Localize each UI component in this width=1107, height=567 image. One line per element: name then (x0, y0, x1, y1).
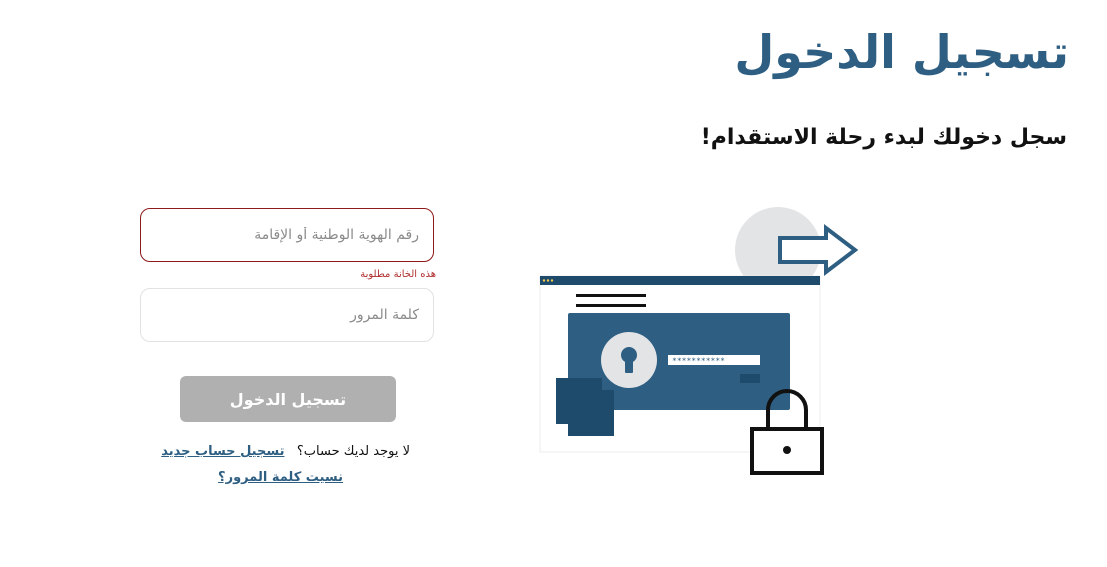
no-account-text: لا يوجد لديك حساب؟ (296, 444, 410, 459)
register-prompt (140, 443, 410, 461)
keyhole-icon (601, 332, 657, 388)
illustration-button (740, 374, 760, 383)
register-link[interactable]: تسجيل حساب جديد (161, 444, 285, 459)
id-field[interactable] (140, 208, 434, 262)
login-illustration (530, 200, 870, 490)
illustration-password-mask: *********** (672, 356, 725, 366)
forgot-password-link[interactable]: نسيت كلمة المرور؟ (218, 470, 343, 485)
id-field-error: هذه الخانة مطلوبة (360, 269, 436, 280)
page-title: تسجيل الدخول (734, 25, 1069, 79)
page-subtitle: سجل دخولك لبدء رحلة الاستقدام! (700, 125, 1067, 150)
password-field[interactable] (140, 288, 434, 342)
id-input[interactable] (141, 209, 433, 261)
login-button[interactable]: تسجيل الدخول (180, 376, 396, 422)
password-input[interactable] (141, 289, 433, 341)
decor-square-2 (568, 390, 614, 436)
